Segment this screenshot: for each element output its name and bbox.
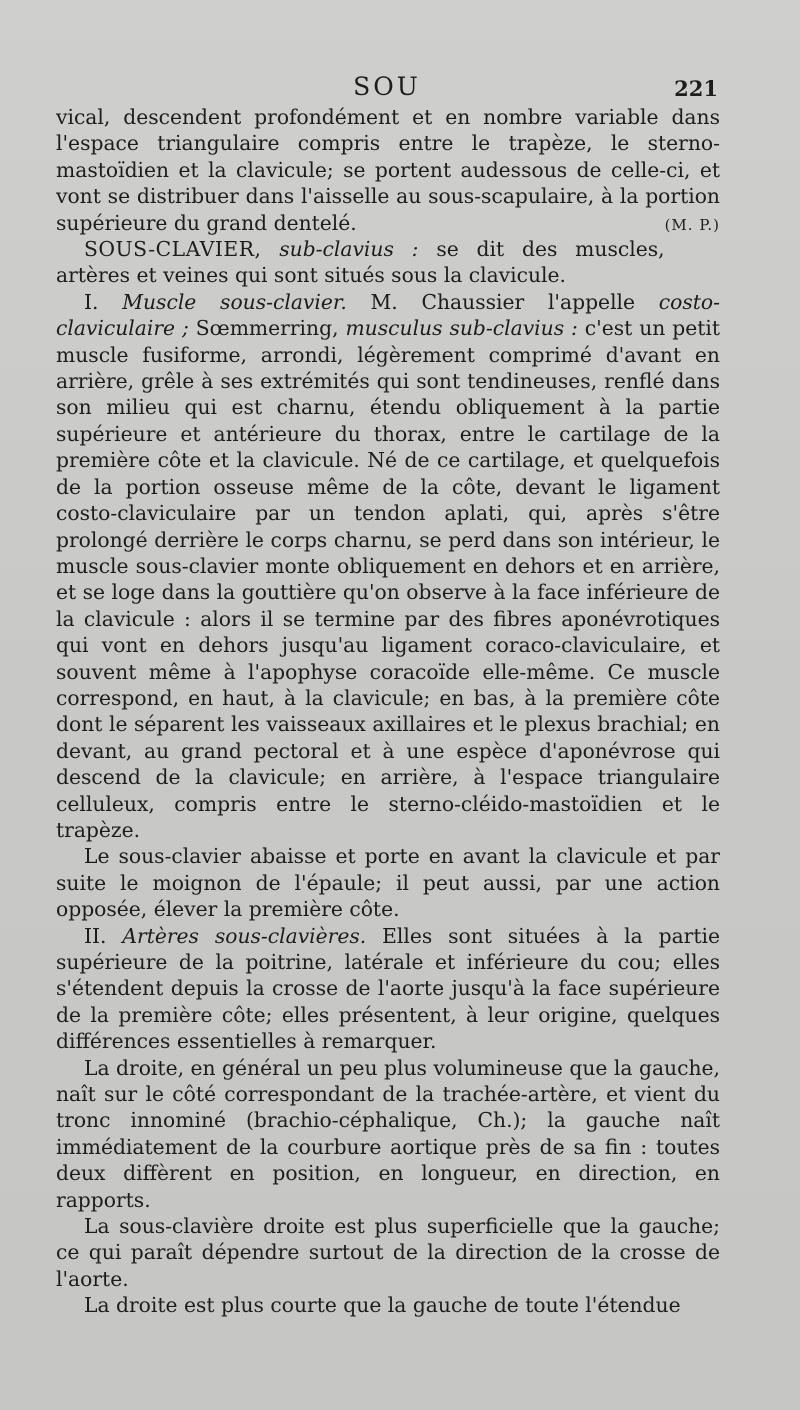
paragraph-text: se dit des muscles, artères et veines qui sont situés sous la clavicule. [56,237,665,288]
paragraph-text: c'est un petit muscle fusiforme, arrondi, légèrement comprimé d'avant en arrière, grêle à ses extrémités qui sont tendineuses, renflé dans son milieu qui est charnu, étendu obliquement à la partie supérieure et antérieure du thorax, entre le cartilage de la première côte et la clavicule. Né de ce cartilage, et quelquefois de la portion osseuse même de la côte, devant le ligament costo-claviculaire par un tendon aplati, qui, après s'être prolongé derrière le corps charnu, se perd dans son intérieur, le muscle sous-clavier monte obliquement en dehors et en arrière, et se loge dans la gouttière qu'on observe à la face inférieure de la clavicule : alors il se termine par des fibres aponévrotiques qui vont en dehors jusqu'au ligament coraco-claviculaire, et souvent même à l'apophyse coracoïde elle-même. Ce muscle correspond, en haut, à la clavicule; en bas, à la première côte dont le séparent les vaisseaux axillaires et le plexus brachial; en devant, au grand pectoral et à une espèce d'aponévrose qui descend de la clavicule; en arrière, à l'espace triangulaire celluleux, compris entre le sterno-cléido-mastoïdien et le trapèze. [56,316,721,842]
page-header [56,72,718,104]
paragraph-text: La droite, en général un peu plus volumineuse que la gauche, naît sur le côté correspondant de la trachée-artère, et vient du tronc innominé (brachio-céphalique, Ch.); la gauche naît immédiatement de la courbure aortique près de sa fin : toutes deux diffèrent en position, en longueur, en direction, en rapports. [56,1055,720,1212]
running-head: SOU [353,72,421,101]
paragraph-continuation [56,104,720,236]
paragraph-text: M. Chaussier l'appelle [346,289,659,314]
section-heading: Muscle sous-clavier. [122,289,347,314]
section-numeral: II. [84,923,107,948]
body-text [56,104,720,1319]
entry-headword: SOUS-CLAVIER, [84,237,262,262]
paragraph-position [56,1213,720,1292]
paragraph-text: La droite est plus courte que la gauche de toute l'étendue [84,1293,681,1318]
paragraph-text: La sous-clavière droite est plus superficielle que la gauche; ce qui paraît dépendre surtout de la direction de la crosse de l'aorte. [56,1214,720,1291]
paragraph-text: Sœmmerring, [188,316,346,341]
section-arteries [56,923,720,1055]
entry-sous-clavier [56,236,720,289]
paragraph-origin [56,1055,720,1213]
paragraph-text: Elles sont situées à la partie supérieure de la poitrine, latérale et inférieure du cou; elles s'étendent depuis la crosse de l'aorte jusqu'à la face supérieure de la première côte; elles présentent, à leur origine, quelques différences essentielles à remarquer. [56,923,720,1054]
latin-term: sub-clavius : [279,237,419,262]
synonym-term: costo-claviculaire ; [56,289,720,341]
section-heading: Artères sous-clavières. [122,923,367,948]
paragraph-action [56,843,720,922]
paragraph-text: Le sous-clavier abaisse et porte en avant la clavicule et par suite le moignon de l'épaule; il peut aussi, par une action opposée, élever la première côte. [56,844,720,922]
page-number: 221 [674,76,718,101]
paragraph-length [56,1292,720,1318]
section-numeral: I. [84,289,99,314]
paragraph-text: vical, descendent profondément et en nombre variable dans l'espace triangulaire compris entre le trapèze, le sterno-mastoïdien et la clavicule; se portent audessous de celle-ci, et vont se distribuer dans l'aisselle au sous-scapulaire, à la portion supérieure du grand dentelé. [56,105,720,235]
author-signature: (M. P.) [664,215,720,234]
synonym-term: musculus sub-clavius : [345,316,578,341]
section-muscle [56,289,720,844]
